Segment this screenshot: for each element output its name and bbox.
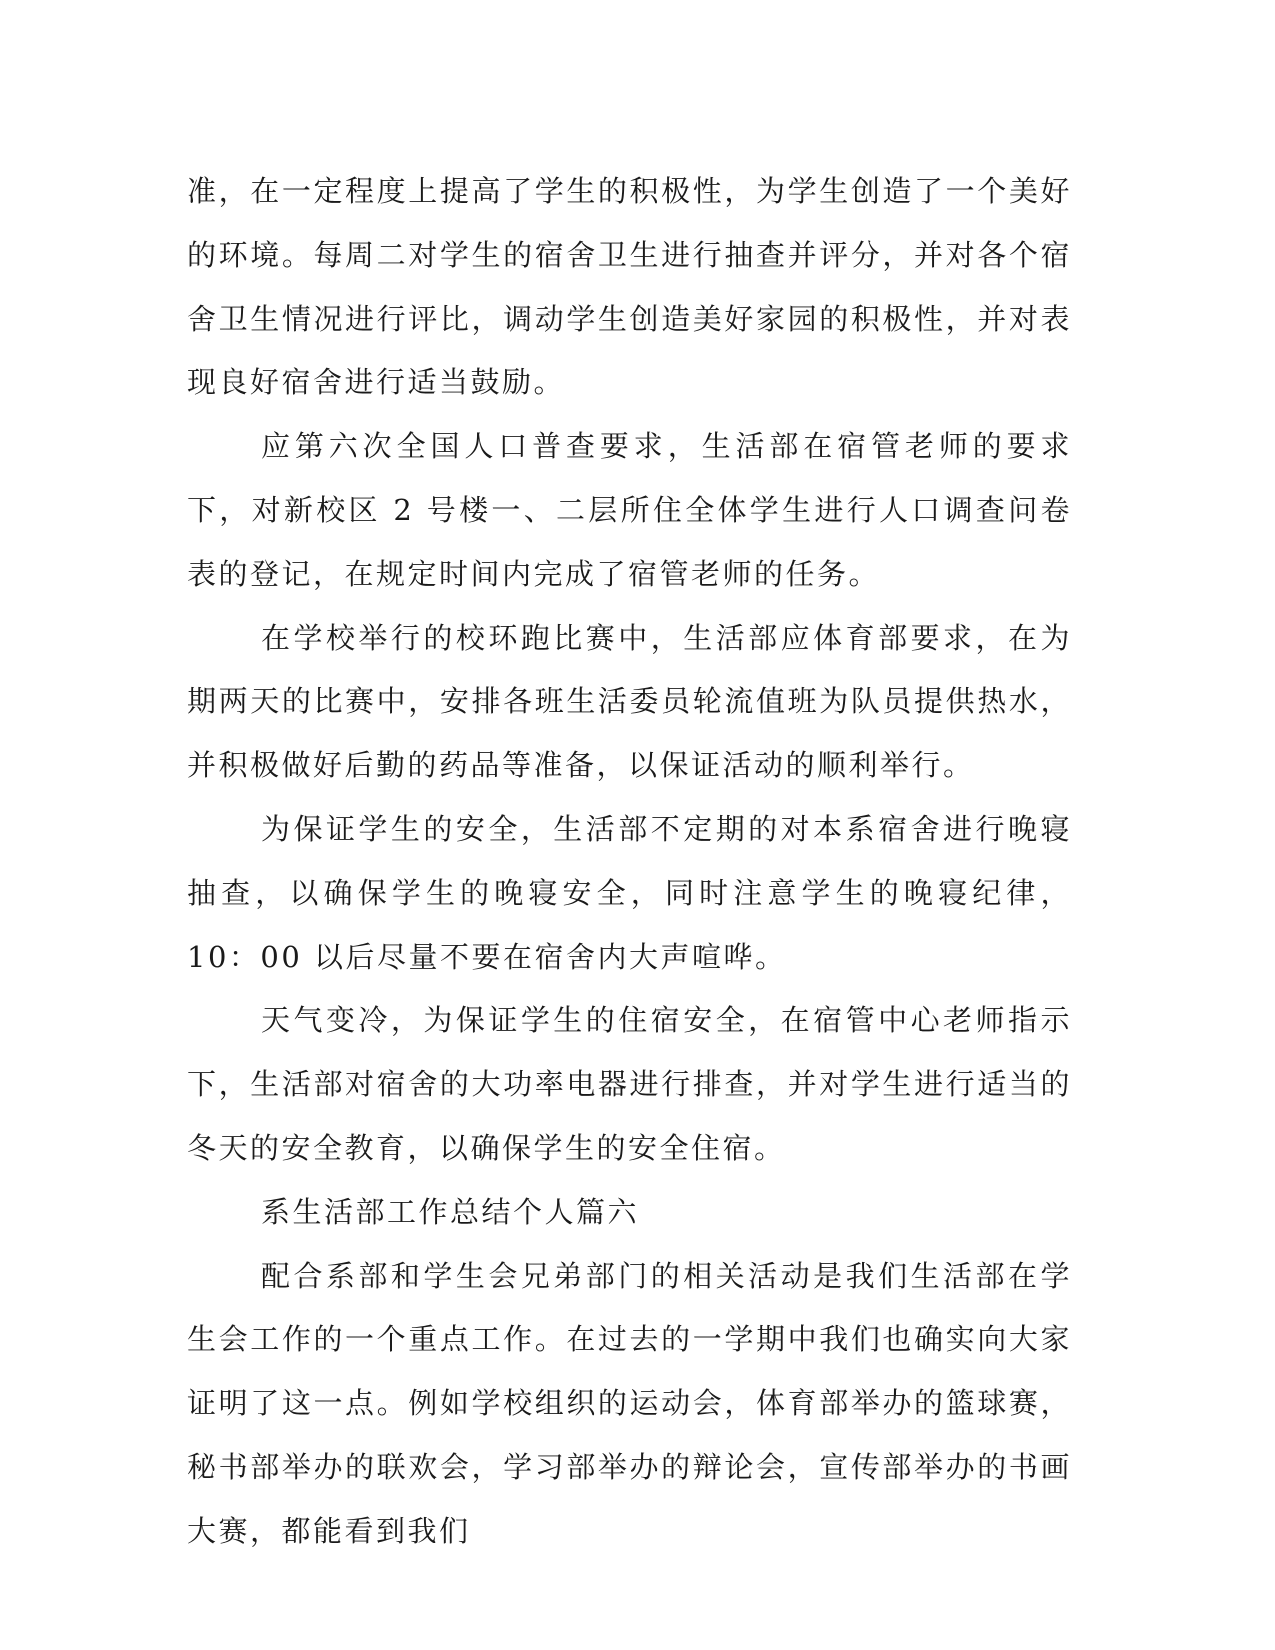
document-body xyxy=(187,160,1072,1564)
section-heading: 系生活部工作总结个人篇六 xyxy=(261,1194,640,1229)
paragraph-census: 应第六次全国人口普查要求，生活部在宿管老师的要求下，对新校区 2 号楼一、二层所住全体学生进行人口调查问卷表的登记，在规定时间内完成了宿管老师的任务。 xyxy=(187,429,1072,591)
paragraph-campus-race: 在学校举行的校环跑比赛中，生活部应体育部要求，在为期两天的比赛中，安排各班生活委员轮流值班为队员提供热水，并积极做好后勤的药品等准备，以保证活动的顺利举行。 xyxy=(187,620,1072,783)
paragraph-winter-safety: 天气变冷，为保证学生的住宿安全，在宿管中心老师指示下，生活部对宿舍的大功率电器进行排查，并对学生进行适当的冬天的安全教育，以确保学生的安全住宿。 xyxy=(187,1003,1072,1165)
paragraph-dorm-hygiene: 准，在一定程度上提高了学生的积极性，为学生创造了一个美好的环境。每周二对学生的宿舍卫生进行抽查并评分，并对各个宿舍卫生情况进行评比，调动学生创造美好家园的积极性，并对表现良好宿舍进行适当鼓励。 xyxy=(187,174,1072,400)
paragraph-cooperation: 配合系部和学生会兄弟部门的相关活动是我们生活部在学生会工作的一个重点工作。在过去的一学期中我们也确实向大家证明了这一点。例如学校组织的运动会，体育部举办的篮球赛，秘书部举办的联欢会，学习部举办的辩论会，宣传部举办的书画大赛，都能看到我们 xyxy=(187,1258,1072,1548)
paragraph-night-check: 为保证学生的安全，生活部不定期的对本系宿舍进行晚寝抽查，以确保学生的晚寝安全，同时注意学生的晚寝纪律，10：00 以后尽量不要在宿舍内大声喧哗。 xyxy=(187,811,1072,974)
